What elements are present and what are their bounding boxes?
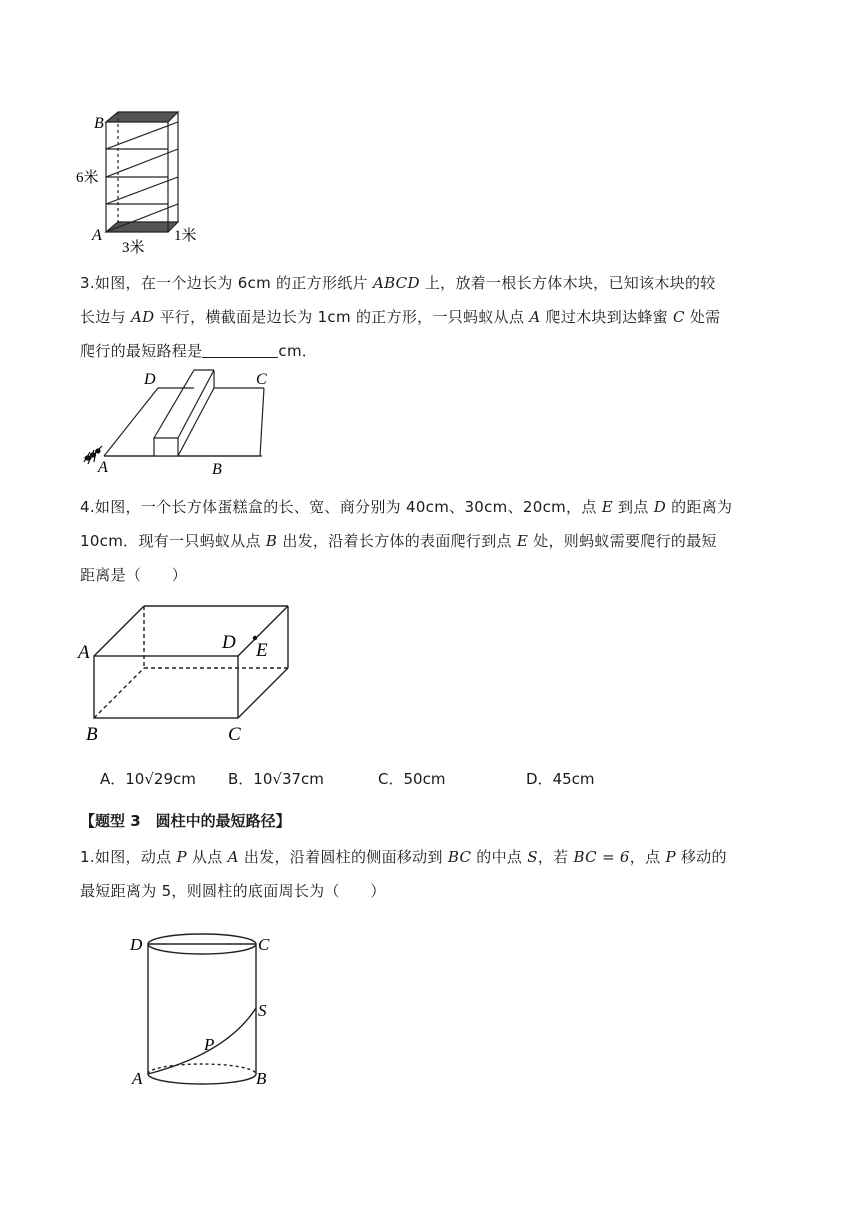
- cyl-label-S: S: [258, 1001, 267, 1020]
- box-label-B: B: [94, 115, 104, 132]
- choice-a[interactable]: A．10√29cm: [100, 770, 196, 788]
- box-height-label: 6米: [76, 170, 99, 186]
- q4-line-2: 10cm．现有一只蚂蚁从点 B 出发，沿着长方体的表面爬行到点 E 处，则蚂蚁需要爬行的最短: [80, 532, 717, 550]
- q3-text: [80, 266, 780, 368]
- paper-label-A: A: [98, 459, 108, 476]
- q3-line-3: 爬行的最短路程是 cm．: [80, 342, 318, 360]
- q1-line-1: 1.如图，动点 P 从点 A 出发，沿着圆柱的侧面移动到 BC 的中点 S，若 BC = 6，点 P 移动的: [80, 848, 727, 866]
- cake-label-D: D: [222, 632, 236, 653]
- cake-label-A: A: [78, 642, 90, 663]
- q4-line-1: 4.如图，一个长方体蛋糕盒的长、宽、商分别为 40cm、30cm、20cm，点 E 到点 D 的距离为: [80, 498, 733, 516]
- cake-label-E: E: [256, 640, 268, 661]
- box-label-A: A: [92, 227, 102, 244]
- choice-d[interactable]: D．45cm: [526, 770, 595, 788]
- cake-label-C: C: [228, 724, 241, 745]
- choice-b[interactable]: B．10√37cm: [228, 770, 324, 788]
- box-spiral-figure: [70, 100, 220, 260]
- q1-text: [80, 840, 780, 908]
- answer-blank[interactable]: [202, 341, 278, 358]
- section-heading: 【题型 3 圆柱中的最短路径】: [80, 812, 291, 830]
- paper-label-C: C: [256, 371, 267, 388]
- paper-label-D: D: [144, 371, 156, 388]
- cyl-label-B: B: [256, 1069, 267, 1088]
- paper-label-B: B: [212, 461, 222, 478]
- q1-line-2: 最短距离为 5，则圆柱的底面周长为（ ）: [80, 882, 386, 900]
- cake-box-figure: [74, 598, 304, 748]
- box-width-label: 3米: [122, 240, 145, 256]
- cyl-label-P: P: [204, 1035, 215, 1054]
- paper-block-figure: [76, 366, 286, 480]
- choice-c[interactable]: C．50cm: [378, 770, 446, 788]
- cylinder-figure: [124, 922, 284, 1094]
- q3-line-2: 长边与 AD 平行，横截面是边长为 1cm 的正方形，一只蚂蚁从点 A 爬过木块到达蜂蜜 C 处需: [80, 308, 721, 326]
- q4-text: [80, 490, 780, 592]
- q3-line-1: 3.如图，在一个边长为 6cm 的正方形纸片 ABCD 上，放着一根长方体木块，已知该木块的较: [80, 274, 716, 292]
- cake-label-B: B: [86, 724, 98, 745]
- cyl-label-C: C: [258, 935, 270, 954]
- q4-line-3: 距离是（ ）: [80, 566, 188, 584]
- cyl-label-D: D: [130, 935, 143, 954]
- cyl-label-A: A: [132, 1069, 143, 1088]
- box-depth-label: 1米: [174, 228, 197, 244]
